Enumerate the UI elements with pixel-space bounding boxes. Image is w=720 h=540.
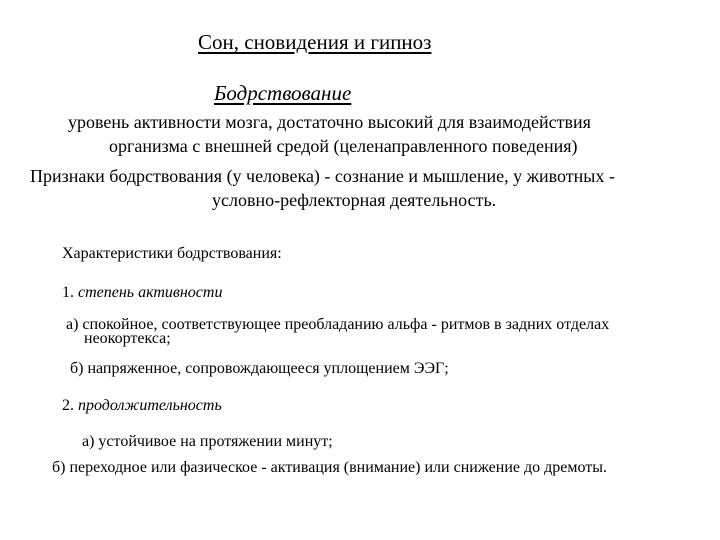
item-2-number: 2. (62, 397, 74, 414)
characteristics-heading: Характеристики бодрствования: (62, 245, 282, 262)
definition-line-1: уровень активности мозга, достаточно высокий для взаимодействия (68, 112, 591, 132)
item-2a: а) устойчивое на протяжении минут; (82, 433, 333, 450)
item-1 (62, 284, 222, 302)
item-1-label: степень активности (78, 284, 223, 301)
slide-title: Сон, сновидения и гипноз (198, 30, 432, 54)
item-2b: б) переходное или фазическое - активация (внимание) или снижение до дремоты. (52, 459, 608, 476)
signs-line-2: условно-рефлекторная деятельность. (212, 190, 497, 210)
item-2-label: продолжительность (78, 397, 222, 414)
definition-line-2: организма с внешней средой (целенаправленного поведения) (109, 136, 578, 156)
section-subtitle: Бодрствование (214, 81, 352, 105)
item-1a-line-1: а) спокойное, соответствующее преобладанию альфа - ритмов в задних отделах (66, 316, 610, 333)
item-2 (62, 397, 222, 415)
item-1-number: 1. (62, 284, 74, 301)
item-1b: б) напряженное, сопровождающееся уплощением ЭЭГ; (70, 360, 449, 377)
item-1a-line-2: неокортекса; (84, 330, 171, 347)
signs-line-1: Признаки бодрствования (у человека) - сознание и мышление, у животных - (30, 166, 615, 186)
